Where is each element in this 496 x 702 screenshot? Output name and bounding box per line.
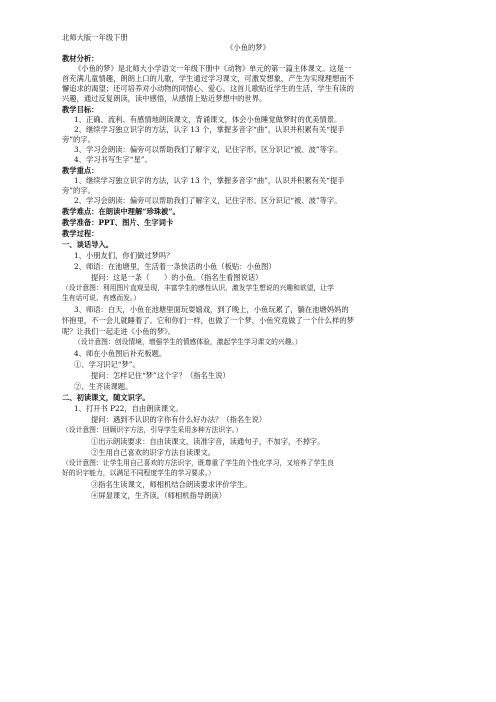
- design-note: （设计意图：回顾识字方法，引导学生采用多种方法识字。）: [62, 426, 243, 434]
- section-heading: 一、谈话导入。: [62, 240, 114, 249]
- text-line: 1、正确、流利、有感情地朗读课文，背诵课文，体会小鱼睡觉做梦时的优美情景。: [74, 115, 342, 124]
- text-line: 提问：遇到不认识的字你有什么好办法？（指名生说）: [91, 415, 267, 424]
- section-heading: 教学过程：: [62, 229, 99, 238]
- section-heading: 教材分析：: [62, 54, 99, 63]
- doc-title: 《小鱼的梦》: [226, 43, 270, 52]
- text-line: 2、师语：在池塘里，生活着一条快活的小鱼（板贴：小鱼图）: [74, 262, 276, 271]
- section-heading: 教学准备：PPT、图片、生字词卡: [62, 218, 174, 227]
- text-line: 1、小朋友们，你们做过梦吗？: [74, 251, 174, 260]
- text-line: 1、打开书 P22，自由朗读课文。: [74, 404, 183, 413]
- section-heading: 教学难点：在朗读中理解“珍珠被”。: [62, 207, 180, 216]
- text-line: 3、学习会朗读：偏旁可以帮助我们了解字义，记住字形。区分识记“被、波”等字。: [74, 145, 342, 154]
- text-line: 2、学习会朗读：偏旁可以帮助我们了解字义，记住字形。区分识记“被、波”等字。: [74, 196, 342, 205]
- text-line: 旁”的字。: [62, 186, 95, 195]
- doc-header: 北师大版一年级下册: [62, 33, 128, 42]
- text-line: 怀抱里，不一会儿就睡着了。它和你们一样，也做了一个梦，小鱼究竟做了一个什么样的梦: [62, 316, 354, 325]
- text-line: 《小鱼的梦》是北师大小学语文一年级下册中《动物》单元的第一篇主体课文。这是一: [74, 64, 352, 73]
- design-note: （设计意图：创设情境，增强学生的情感体验，激起学生学习课文的兴趣。）: [74, 338, 302, 346]
- text-line: 4、学习书写生字“星”。: [74, 155, 152, 164]
- text-line: ①、学习识记“梦”。: [74, 360, 140, 369]
- section-heading: 教学重点：: [62, 166, 99, 175]
- text-line: ②、生齐读课题。: [74, 382, 133, 391]
- design-note: 好的识字能力，以满足不同程度学生的学习要求。）: [62, 469, 215, 477]
- text-line: 提问：这是一条（ ）的小鱼。（指名生看图说话）: [91, 273, 263, 282]
- section-heading: 教学目标：: [62, 105, 99, 114]
- text-line: ②生用自己喜欢的识字方法自读课文。: [91, 448, 216, 457]
- text-line: ④屏显课文，生齐读。（师相机指导朗读）: [91, 491, 226, 500]
- design-note: （设计意图：利用图片直观呈现，丰富学生的感性认识，激发学生想说的兴趣和欲望，让学: [62, 284, 334, 292]
- text-line: 2、继续学习独立识字的方法，认字 13 个，掌握多音字“曲”，认识并积累有关“提手: [74, 125, 345, 134]
- text-line: ①出示朗读要求：自由读课文，读准字音，读通句子，不加字，不掉字。: [91, 437, 325, 446]
- design-note: 生有话可说、有感而发。）: [62, 294, 141, 302]
- section-heading: 二、初读课文，随文识字。: [62, 393, 150, 402]
- text-line: 4、师在小鱼图后补充板题。: [74, 349, 167, 358]
- text-line: 提问：怎样记住“梦”这个字？（指名生说）: [91, 371, 230, 380]
- text-line: 呢？让我们一起走进《小鱼的梦》。: [62, 327, 176, 336]
- text-line: ③指名生读课文，师相机结合朗读要求评价学生。: [91, 480, 252, 489]
- text-line: 1、继续学习独立识字的方法，认字 13 个，掌握多音字“曲”，认识并积累有关“提手: [74, 176, 345, 185]
- text-line: 懈追求的渴望；还可培养对小动物的同情心、爱心。这首儿歌贴近学生的生活，学生有读的: [62, 84, 354, 93]
- text-line: 兴趣，通过反复朗读，读中感悟，从感情上贴近梦想中的世界。: [62, 94, 267, 103]
- text-line: 旁”的字。: [62, 135, 95, 144]
- text-line: 首充满儿童情趣，朗朗上口的儿歌，学生通过学习课文，可激发想象，产生为实现理想而不: [62, 74, 354, 83]
- text-line: 3、师语：白天，小鱼在池塘里面玩耍嬉戏，到了晚上，小鱼玩累了，躺在池塘妈妈的: [74, 305, 349, 314]
- design-note: （设计意图：让学生用自己喜欢的方法识字，既尊重了学生的个性化学习，又培养了学生良: [62, 459, 334, 467]
